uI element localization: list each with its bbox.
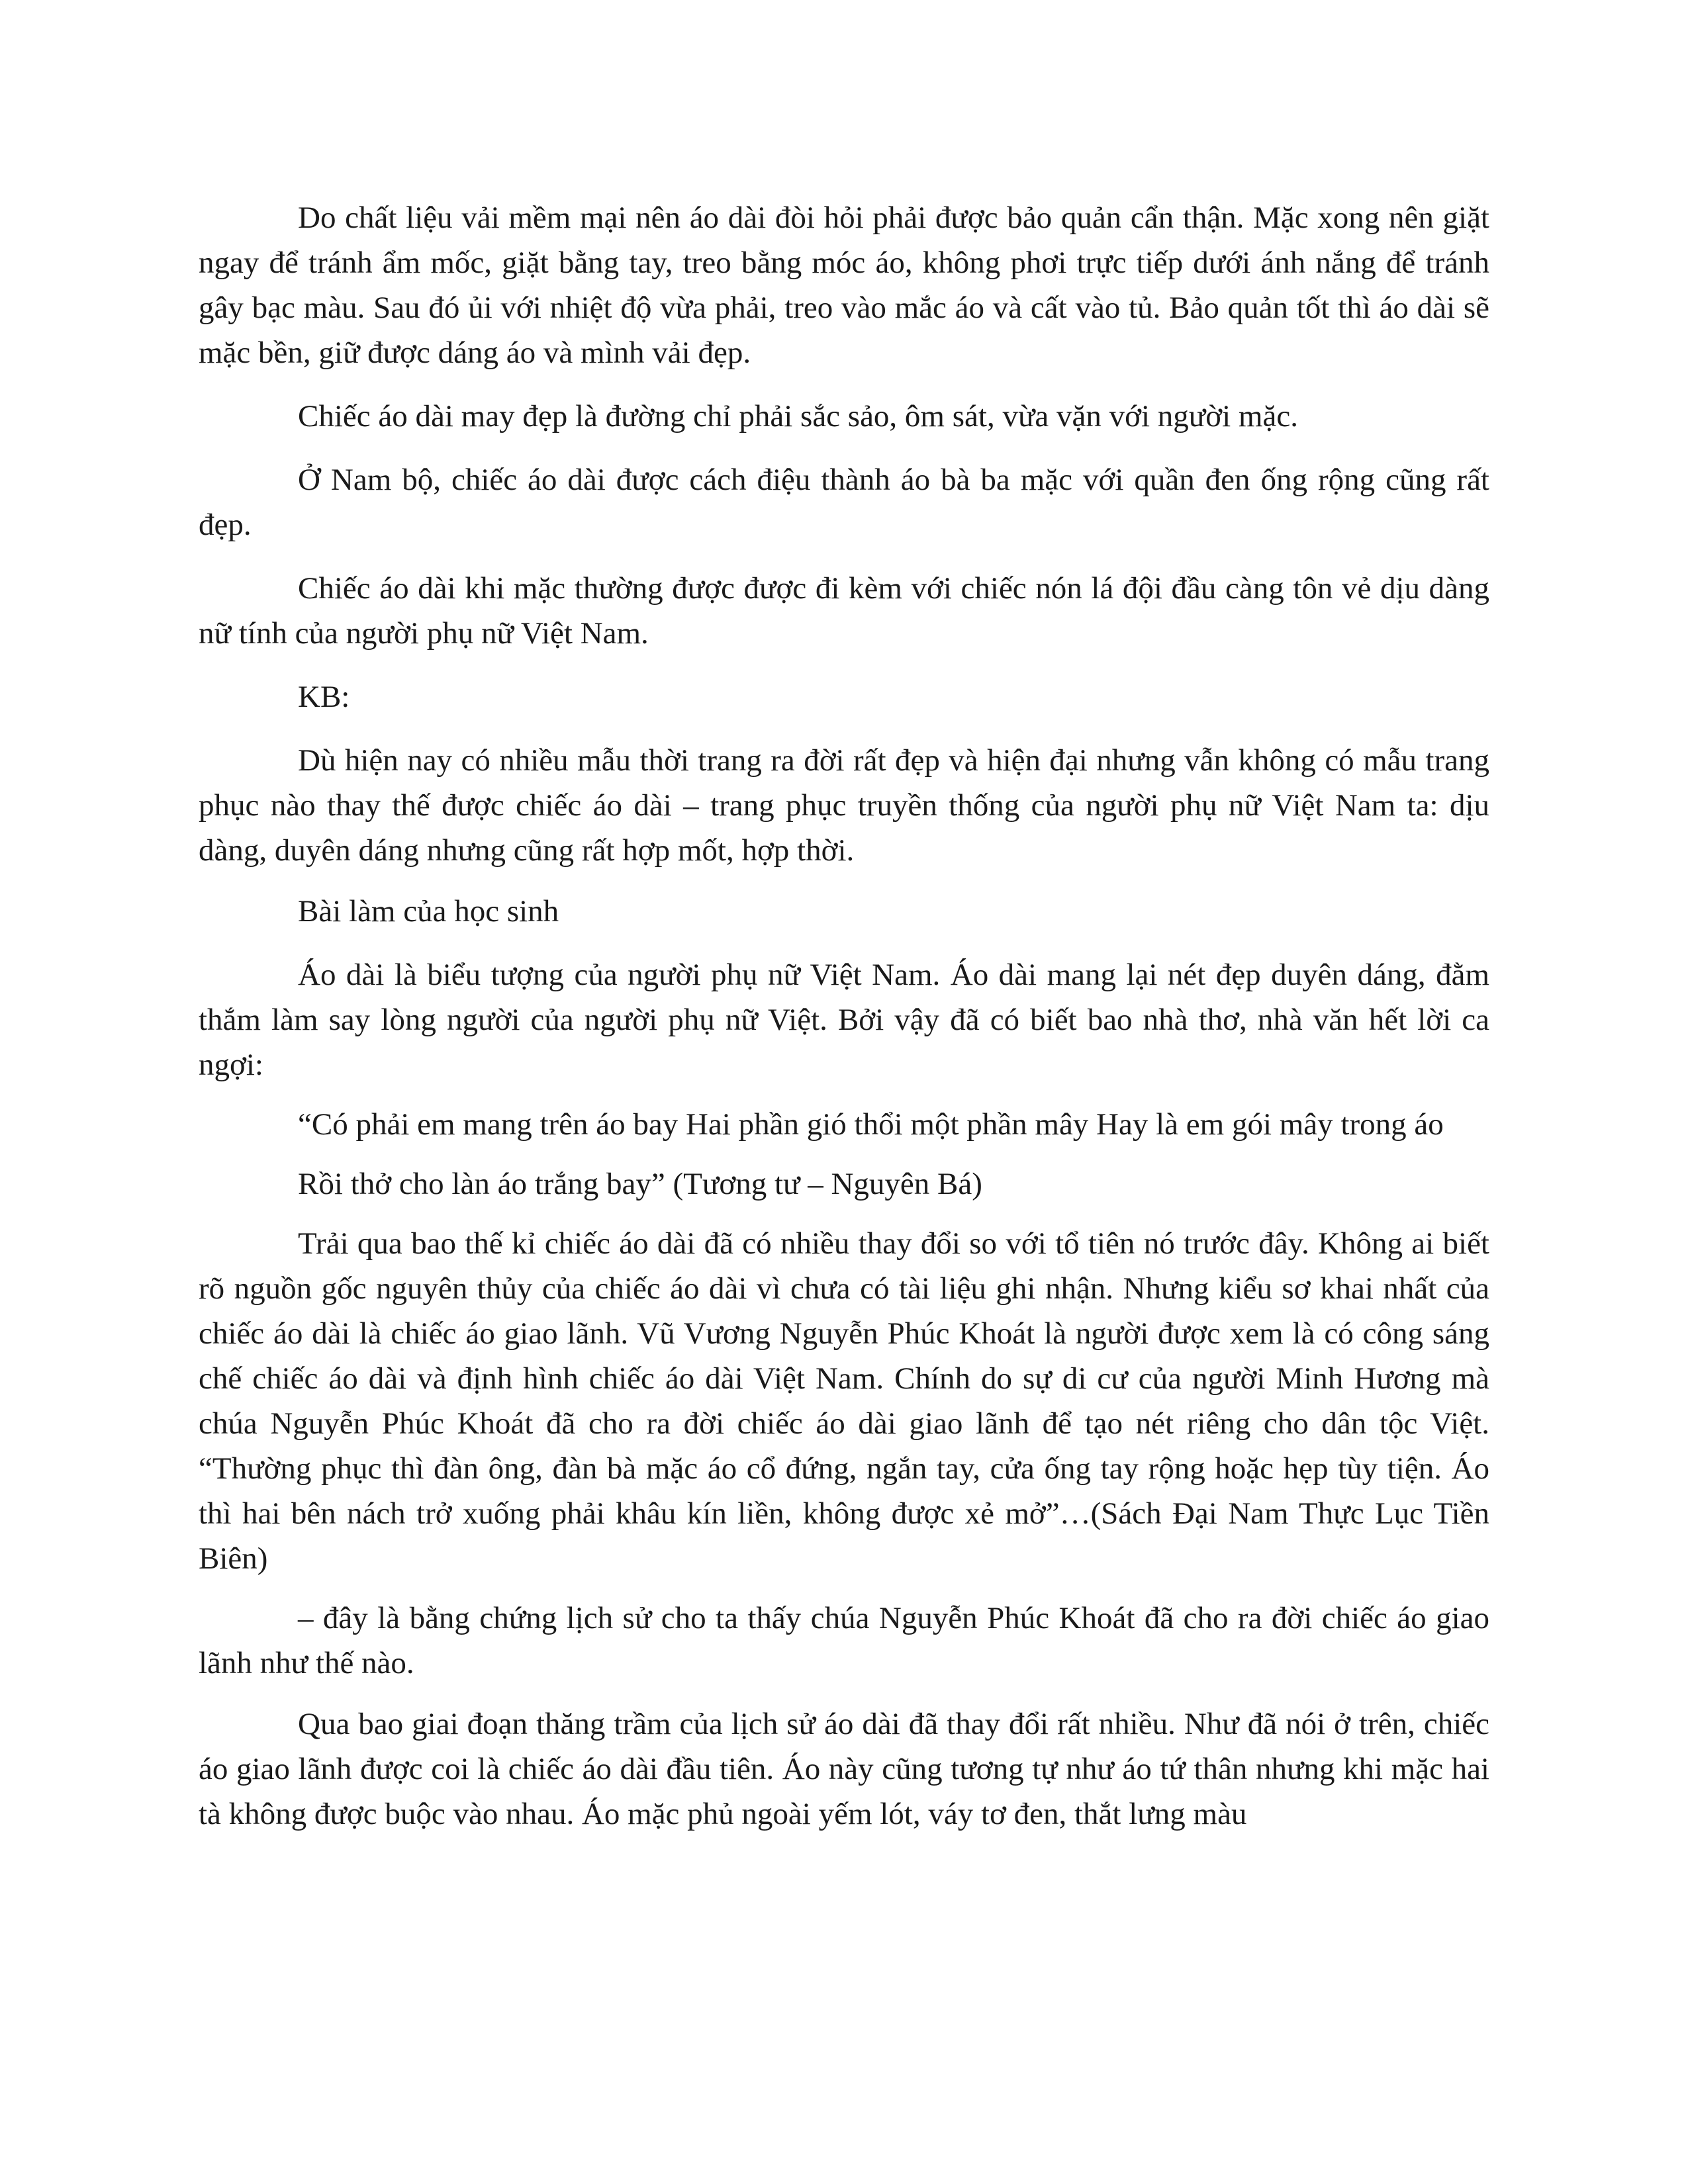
paragraph-stitching: Chiếc áo dài may đẹp là đường chỉ phải sắc sảo, ôm sát, vừa vặn với người mặc. [298, 399, 1298, 433]
document-page [199, 195, 1489, 1837]
paragraph-southern-style: Ở Nam bộ, chiếc áo dài được cách điệu thành áo bà ba mặc với quần đen ống rộng cũng rất đẹp. [199, 463, 1489, 542]
paragraph-conclusion: Dù hiện nay có nhiều mẫu thời trang ra đời rất đẹp và hiện đại nhưng vẫn không có mẫu trang phục nào thay thế được chiếc áo dài – trang phục truyền thống của người phụ nữ Việt Nam ta: dịu dàng, duyên dáng nhưng cũng rất hợp mốt, hợp thời. [199, 743, 1489, 868]
paragraph-poem-line-1: “Có phải em mang trên áo bay Hai phần gió thổi một phần mây Hay là em gói mây trong áo [298, 1107, 1444, 1142]
paragraph-student-heading: Bài làm của học sinh [298, 894, 559, 929]
paragraph-care: Do chất liệu vải mềm mại nên áo dài đòi hỏi phải được bảo quản cẩn thận. Mặc xong nên giặt ngay để tránh ẩm mốc, giặt bằng tay, treo bằng móc áo, không phơi trực tiếp dưới ánh nắng để tránh gây bạc màu. Sau đó ủi với nhiệt độ vừa phải, treo vào mắc áo và cất vào tủ. Bảo quản tốt thì áo dài sẽ mặc bền, giữ được dáng áo và mình vải đẹp. [199, 201, 1489, 370]
paragraph-kb-heading: KB: [298, 680, 350, 714]
paragraph-history: Trải qua bao thế kỉ chiếc áo dài đã có nhiều thay đổi so với tổ tiên nó trước đây. Không ai biết rõ nguồn gốc nguyên thủy của chiếc áo dài vì chưa có tài liệu ghi nhận. Nhưng kiểu sơ khai nhất của chiếc áo dài là chiếc áo giao lãnh. Vũ Vương Nguyễn Phúc Khoát là người được xem là có công sáng chế chiếc áo dài và định hình chiếc áo dài Việt Nam. Chính do sự di cư của người Minh Hương mà chúa Nguyễn Phúc Khoát đã cho ra đời chiếc áo dài giao lãnh để tạo nét riêng cho dân tộc Việt. “Thường phục thì đàn ông, đàn bà mặc áo cổ đứng, ngắn tay, cửa ống tay rộng hoặc hẹp tùy tiện. Áo thì hai bên nách trở xuống phải khâu kín liền, không được xẻ mở”…(Sách Đại Nam Thực Lục Tiền Biên) [199, 1226, 1489, 1576]
paragraph-evolution: Qua bao giai đoạn thăng trầm của lịch sử áo dài đã thay đổi rất nhiều. Như đã nói ở trên, chiếc áo giao lãnh được coi là chiếc áo dài đầu tiên. Áo này cũng tương tự như áo tứ thân nhưng khi mặc hai tà không được buộc vào nhau. Áo mặc phủ ngoài yếm lót, váy tơ đen, thắt lưng màu [199, 1707, 1489, 1831]
paragraph-evidence: – đây là bằng chứng lịch sử cho ta thấy chúa Nguyễn Phúc Khoát đã cho ra đời chiếc áo giao lãnh như thế nào. [199, 1601, 1489, 1680]
paragraph-symbol: Áo dài là biểu tượng của người phụ nữ Việt Nam. Áo dài mang lại nét đẹp duyên dáng, đằm thắm làm say lòng người của người phụ nữ Việt. Bởi vậy đã có biết bao nhà thơ, nhà văn hết lời ca ngợi: [199, 958, 1489, 1082]
paragraph-poem-line-2: Rồi thở cho làn áo trắng bay” (Tương tư – Nguyên Bá) [298, 1167, 982, 1201]
paragraph-conical-hat: Chiếc áo dài khi mặc thường được được đi kèm với chiếc nón lá đội đầu càng tôn vẻ dịu dàng nữ tính của người phụ nữ Việt Nam. [199, 571, 1489, 651]
